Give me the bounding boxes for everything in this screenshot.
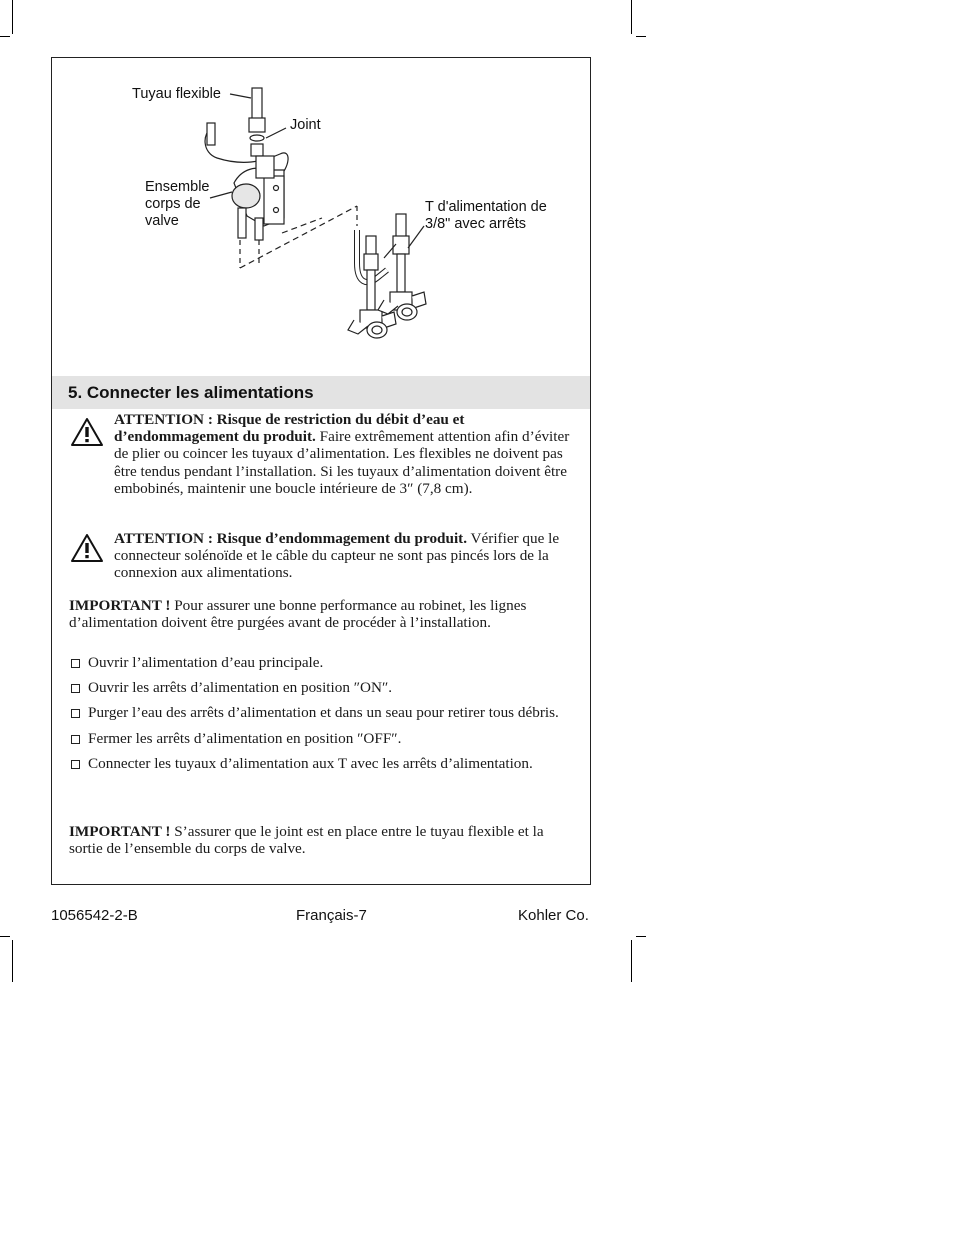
important-body-2: S’assurer que le joint est en place entre le tuyau flexible et la sortie de l’ensemble du corps de valve. — [69, 823, 544, 858]
list-item — [69, 679, 574, 696]
list-item — [69, 654, 574, 671]
callout-joint: Joint — [290, 117, 321, 133]
checkbox-bullet-icon — [71, 659, 80, 668]
crop-mark — [636, 936, 646, 937]
crop-mark — [12, 940, 13, 982]
callout-flexible-hose: Tuyau flexible — [132, 86, 221, 102]
crop-mark — [631, 0, 632, 34]
list-item — [69, 730, 574, 747]
crop-mark — [0, 36, 10, 37]
step-text: Connecter les tuyaux d’alimentation aux T avec les arrêts d’alimentation. — [88, 754, 533, 772]
list-item — [69, 755, 574, 772]
important-lead-2: IMPORTANT ! — [69, 823, 171, 840]
checkbox-bullet-icon — [71, 735, 80, 744]
step-text: Ouvrir l’alimentation d’eau principale. — [88, 654, 324, 671]
important-note-1 — [69, 597, 574, 631]
list-item — [69, 704, 574, 721]
step-text: Fermer les arrêts d’alimentation en position ″OFF″. — [88, 729, 402, 747]
footer-page-number: Français-7 — [296, 907, 367, 924]
content-frame — [51, 57, 591, 885]
installation-figure — [52, 58, 592, 376]
warning-body-1: Faire extrêmement attention afin d’éviter de plier ou coincer les tuyaux d’alimentation. Les flexibles ne doivent pas être tendus pendant l’installation. Si les tuyaux d’alimentation doivent être embobinés, maintenir une boucle intérieure de 3″ (7,8 cm). — [114, 428, 570, 497]
crop-mark — [12, 0, 13, 34]
callout-valve-body: Ensemble corps de valve — [145, 179, 210, 229]
checkbox-bullet-icon — [71, 760, 80, 769]
checkbox-bullet-icon — [71, 709, 80, 718]
warning-triangle-icon — [70, 417, 104, 447]
important-body-1: Pour assurer une bonne performance au robinet, les lignes d’alimentation doivent être purgées avant de procéder à l’installation. — [69, 597, 527, 632]
section-header-bar — [52, 376, 590, 409]
step-text: Purger l’eau des arrêts d’alimentation et dans un seau pour retirer tous débris. — [88, 704, 559, 722]
callout-supply-tee: T d'alimentation de 3/8" avec arrêts — [425, 199, 547, 232]
warning-triangle-icon — [70, 533, 104, 563]
section-title: 5. Connecter les alimentations — [68, 383, 314, 402]
procedure-steps — [69, 654, 574, 772]
warning-lead-1: ATTENTION : Risque de restriction du débit d’eau et d’endommagement du produit. — [114, 411, 465, 446]
crop-mark — [0, 936, 10, 937]
footer-company: Kohler Co. — [518, 907, 589, 924]
warning-text-1 — [114, 411, 574, 497]
crop-mark — [631, 940, 632, 982]
crop-mark — [636, 36, 646, 37]
warning-text-2 — [114, 530, 574, 582]
footer-part-number: 1056542-2-B — [51, 907, 138, 924]
important-note-2 — [69, 823, 574, 857]
step-text: Ouvrir les arrêts d’alimentation en position ″ON″. — [88, 679, 393, 697]
warning-lead-2: ATTENTION : Risque d’endommagement du produit. — [114, 530, 468, 547]
important-lead-1: IMPORTANT ! — [69, 597, 171, 614]
checkbox-bullet-icon — [71, 684, 80, 693]
warning-body-2: Vérifier que le connecteur solénoïde et le câble du capteur ne sont pas pincés lors de la connexion aux alimentations. — [114, 530, 560, 582]
